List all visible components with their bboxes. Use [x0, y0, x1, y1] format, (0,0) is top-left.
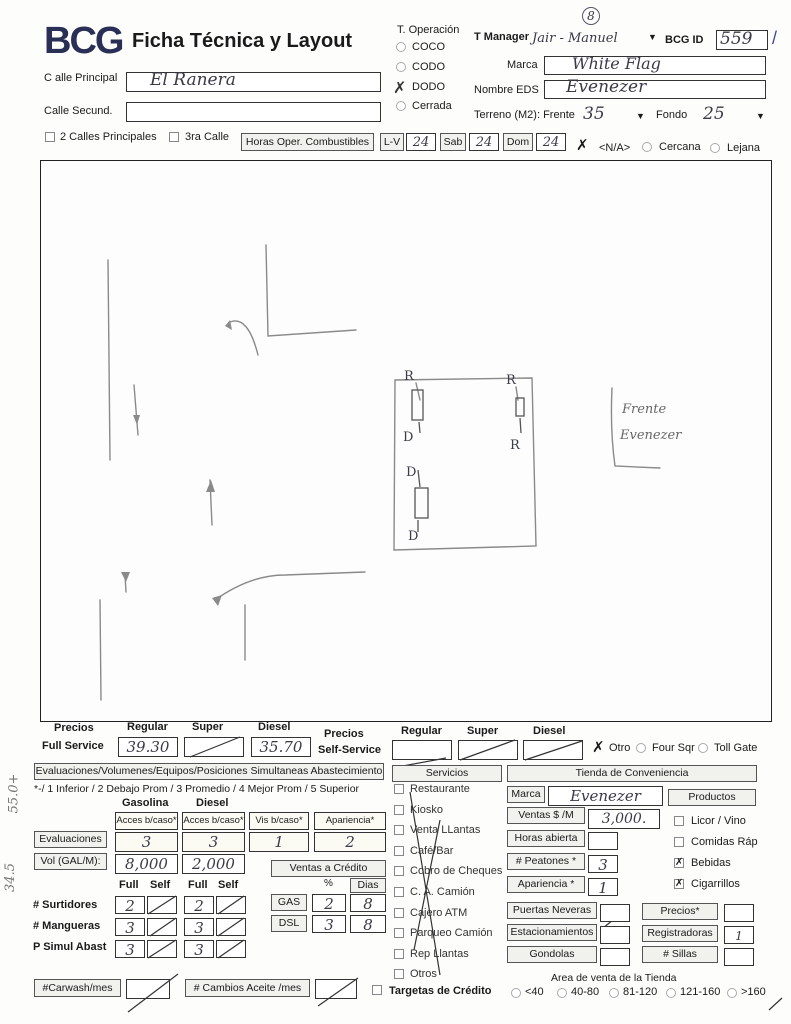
- margin-note-2: 34.5: [2, 863, 18, 892]
- ventas-credito-title: Ventas a Crédito: [271, 860, 386, 877]
- area-option-label: 81-120: [623, 986, 658, 998]
- location-na-label: <N/A>: [599, 142, 631, 154]
- producto-checkbox[interactable]: [674, 837, 684, 847]
- horas-oper-button[interactable]: Horas Oper. Combustibles: [241, 133, 374, 151]
- bcg-id-label: BCG ID: [665, 34, 704, 46]
- servicio-checkbox[interactable]: [394, 969, 404, 979]
- diesel-eval-label: Diesel: [196, 797, 229, 809]
- producto-label: Bebidas: [691, 857, 731, 869]
- producto-checkbox[interactable]: [674, 816, 684, 826]
- self-service-label: Self-Service: [318, 744, 381, 756]
- dsl-label: DSL: [271, 915, 307, 932]
- surtidores-full-gas[interactable]: 2: [115, 896, 145, 914]
- op-dodo-mark-icon[interactable]: ✗: [393, 80, 407, 97]
- area-option-radio[interactable]: [557, 988, 567, 998]
- lv-label: L-V: [380, 133, 404, 151]
- sketch-label-d2: D: [406, 465, 417, 480]
- servicio-label: Kiosko: [410, 803, 444, 816]
- servicio-checkbox[interactable]: [394, 846, 404, 856]
- servicio-label: Parqueo Camión: [410, 927, 493, 940]
- t-manager-value: Jair - Manuel: [532, 31, 618, 46]
- gondolas-label: Gondolas: [507, 946, 597, 963]
- estacionamientos-label: Estacionamientos: [507, 924, 597, 941]
- dom-label: Dom: [503, 133, 533, 151]
- servicio-label: Otros: [410, 968, 437, 981]
- op-codo-label: CODO: [412, 61, 445, 73]
- col-header-acces-diesel: Acces b/caso*: [182, 812, 245, 830]
- gas-label: GAS: [271, 894, 307, 911]
- marca-value: White Flag: [572, 54, 661, 73]
- marca-label: Marca: [507, 59, 538, 71]
- calle-secund-label: Calle Secund.: [44, 105, 113, 117]
- page-title: Ficha Técnica y Layout: [132, 30, 353, 52]
- servicio-label: Cobro de Cheques: [410, 865, 503, 878]
- margin-note-1: 55.0+: [6, 773, 22, 814]
- super-label-full: Super: [192, 721, 224, 733]
- op-coco-label: COCO: [412, 41, 445, 53]
- area-option-label: 121-160: [680, 986, 721, 998]
- super-label-self: Super: [467, 725, 499, 737]
- corner-pen-mark: /: [772, 28, 778, 48]
- puertas-neveras-field[interactable]: [600, 904, 630, 922]
- precios-tienda-field[interactable]: [724, 904, 754, 922]
- servicio-checkbox[interactable]: [394, 805, 404, 815]
- self-label-diesel: Self: [218, 879, 239, 891]
- apariencia-tienda-label: Apariencia *: [507, 876, 585, 893]
- servicio-checkbox[interactable]: [394, 866, 404, 876]
- location-na-mark-icon[interactable]: ✗: [576, 137, 589, 154]
- registradoras-label: Registradoras: [642, 925, 718, 942]
- dsl-dias-field[interactable]: 8: [350, 915, 386, 933]
- ventas-tienda-label: Ventas $ /M: [507, 807, 585, 824]
- fondo-dropdown-icon[interactable]: ▼: [756, 111, 765, 121]
- regular-label-full: Regular: [127, 721, 168, 733]
- bcg-id-value: 559: [720, 29, 753, 49]
- gondolas-field[interactable]: [600, 948, 630, 966]
- servicio-label: Rep Llantas: [410, 947, 469, 960]
- col-header-acces-gas: Acces b/caso*: [115, 812, 178, 830]
- full-label-gas: Full: [119, 879, 139, 891]
- producto-label: Comidas Ráp: [691, 836, 758, 848]
- calle-principal-label: C alle Principal: [44, 72, 118, 84]
- servicio-label: Venta LLantas: [410, 824, 481, 837]
- self-label-gas: Self: [150, 879, 171, 891]
- col-header-apariencia: Apariencia*: [314, 812, 386, 830]
- vol-diesel-field[interactable]: 2,000: [182, 854, 245, 874]
- servicio-label: Café/Bar: [410, 844, 454, 857]
- dsl-pct-field[interactable]: 3: [312, 915, 346, 933]
- producto-checked-icon[interactable]: ✗: [675, 857, 684, 868]
- estacionamientos-field[interactable]: [600, 926, 630, 944]
- area-option-label: >160: [741, 986, 766, 998]
- dos-calles-label: 2 Calles Principales: [60, 131, 157, 143]
- sketch-frente-note: Frente: [622, 402, 667, 417]
- frente-dropdown-icon[interactable]: ▼: [636, 111, 645, 121]
- lv-field[interactable]: 24: [406, 133, 436, 151]
- sketch-label-d1: D: [403, 430, 414, 445]
- mangueras-label: # Mangueras: [33, 920, 101, 932]
- tienda-type-otro-mark-icon[interactable]: ✗: [592, 739, 605, 756]
- servicio-checkbox[interactable]: [394, 949, 404, 959]
- fondo-value: 25: [703, 104, 725, 124]
- ventas-tienda-field[interactable]: 3,000.: [588, 809, 660, 829]
- location-cercana-label: Cercana: [659, 141, 701, 153]
- tienda-type-otro-label: Otro: [609, 742, 631, 754]
- sketch-frente-name: Evenezer: [620, 428, 682, 443]
- pct-label: %: [324, 878, 333, 889]
- sketch-label-d3: D: [408, 529, 419, 544]
- area-venta-label: Area de venta de la Tienda: [551, 972, 677, 984]
- fondo-label: Fondo: [656, 109, 688, 121]
- surtidores-label: # Surtidores: [33, 899, 98, 911]
- sillas-field[interactable]: [724, 948, 754, 966]
- sab-label: Sab: [440, 133, 466, 151]
- area-option-radio[interactable]: [609, 988, 619, 998]
- full-service-label: Full Service: [42, 740, 104, 752]
- manager-dropdown-icon[interactable]: ▼: [648, 32, 657, 42]
- cambios-label: # Cambios Aceite /mes: [185, 979, 310, 997]
- full-diesel-field[interactable]: 35.70: [251, 737, 311, 757]
- mangueras-full-gas[interactable]: 3: [115, 918, 145, 936]
- mangueras-full-diesel[interactable]: 3: [184, 918, 214, 936]
- gas-dias-field[interactable]: 8: [350, 894, 386, 912]
- col-header-vis: Vis b/caso*: [249, 812, 309, 830]
- bcg-logo: BCG: [44, 20, 123, 62]
- nombre-eds-value: Evenezer: [566, 77, 647, 97]
- peatones-label: # Peatones *: [507, 853, 585, 870]
- evaluation-scale: *-/ 1 Inferior / 2 Debajo Prom / 3 Promedio / 4 Mejor Prom / 5 Superior: [34, 783, 360, 795]
- apariencia-tienda-field[interactable]: 1: [588, 878, 618, 896]
- servicio-label: C. A. Camión: [410, 886, 475, 898]
- eval-vis[interactable]: 1: [249, 832, 309, 852]
- area-option-radio[interactable]: [727, 988, 737, 998]
- manager-circle-note: 8: [582, 7, 600, 25]
- surtidores-full-diesel[interactable]: 2: [184, 896, 214, 914]
- targetas-checkbox[interactable]: [372, 985, 382, 995]
- productos-label: Productos: [668, 789, 756, 806]
- vol-label: Vol (GAL/M):: [34, 853, 107, 870]
- area-option-label: 40-80: [571, 986, 600, 998]
- evaluaciones-label: Evaluaciones: [34, 831, 107, 848]
- servicio-label: Cajero ATM: [410, 906, 468, 919]
- nombre-eds-label: Nombre EDS: [474, 84, 539, 96]
- servicio-checkbox[interactable]: [394, 887, 404, 897]
- vol-gasolina-field[interactable]: 8,000: [115, 854, 178, 874]
- producto-checked-icon[interactable]: ✗: [675, 878, 684, 889]
- diesel-label-full: Diesel: [258, 721, 291, 733]
- sketch-label-r2: R: [506, 373, 516, 388]
- area-option-label: <40: [525, 986, 544, 998]
- carwash-label: #Carwash/mes: [34, 979, 121, 997]
- full-regular-field[interactable]: 39.30: [118, 737, 178, 757]
- precios-full-label: Precios: [54, 722, 94, 734]
- precios-tienda-label: Precios*: [642, 903, 718, 920]
- t-manager-label: T Manager: [474, 31, 530, 43]
- servicio-checkbox[interactable]: [394, 784, 404, 794]
- tienda-type-tollgate-label: Toll Gate: [714, 742, 758, 754]
- psimul-full-diesel[interactable]: 3: [184, 940, 214, 958]
- tienda-marca-field[interactable]: Evenezer: [548, 786, 663, 806]
- sketch-label-r3: R: [510, 438, 520, 453]
- sketch-label-r1: R: [404, 369, 414, 384]
- puertas-neveras-label: Puertas Neveras: [507, 902, 597, 919]
- dom-field[interactable]: 24: [536, 133, 566, 151]
- tercera-calle-label: 3ra Calle: [185, 131, 230, 143]
- eval-acces-diesel[interactable]: 3: [182, 832, 245, 852]
- tienda-marca-label: Marca: [507, 786, 545, 803]
- sillas-label: # Sillas: [642, 946, 718, 963]
- evaluaciones-section-title: Evaluaciones/Volumenes/Equipos/Posiciones Simultaneas Abastecimiento: [34, 763, 384, 780]
- producto-label: Licor / Vino: [691, 815, 746, 827]
- location-lejana-label: Lejana: [727, 142, 761, 154]
- servicio-checkbox[interactable]: [394, 825, 404, 835]
- diesel-label-self: Diesel: [533, 725, 566, 737]
- regular-label-self: Regular: [401, 725, 442, 737]
- tienda-type-foursqr-label: Four Sqr: [652, 742, 695, 754]
- gas-pct-field[interactable]: 2: [312, 894, 346, 912]
- eval-acces-gas[interactable]: 3: [115, 832, 178, 852]
- dias-label: Dias: [350, 878, 386, 893]
- op-dodo-label: DODO: [412, 81, 445, 93]
- terreno-label: Terreno (M2): Frente: [474, 109, 575, 121]
- eval-apariencia[interactable]: 2: [314, 832, 386, 852]
- area-option-radio[interactable]: [666, 988, 676, 998]
- area-option-radio[interactable]: [511, 988, 521, 998]
- full-label-diesel: Full: [188, 879, 208, 891]
- servicio-checkbox[interactable]: [394, 908, 404, 918]
- precios-self-label: Precios: [324, 728, 364, 740]
- servicios-title: Servicios: [392, 765, 502, 782]
- producto-label: Cigarrillos: [691, 878, 740, 890]
- servicio-label: Restaurante: [410, 783, 470, 795]
- t-operacion-label: T. Operación: [397, 24, 460, 36]
- gasolina-label: Gasolina: [122, 797, 169, 809]
- peatones-field[interactable]: 3: [588, 855, 618, 873]
- horas-abierta-field[interactable]: [588, 832, 618, 850]
- psimul-full-gas[interactable]: 3: [115, 940, 145, 958]
- sab-field[interactable]: 24: [469, 133, 499, 151]
- psimul-label: P Simul Abast: [33, 941, 107, 953]
- op-cerrada-label: Cerrada: [412, 100, 452, 112]
- registradoras-field[interactable]: 1: [724, 926, 754, 944]
- calle-principal-value: El Ranera: [150, 70, 236, 90]
- servicio-checkbox[interactable]: [394, 928, 404, 938]
- horas-abierta-label: Horas abierta: [507, 830, 585, 847]
- targetas-label: Targetas de Crédito: [389, 985, 492, 997]
- frente-value: 35: [583, 104, 605, 124]
- tienda-title: Tienda de Conveniencia: [507, 765, 757, 782]
